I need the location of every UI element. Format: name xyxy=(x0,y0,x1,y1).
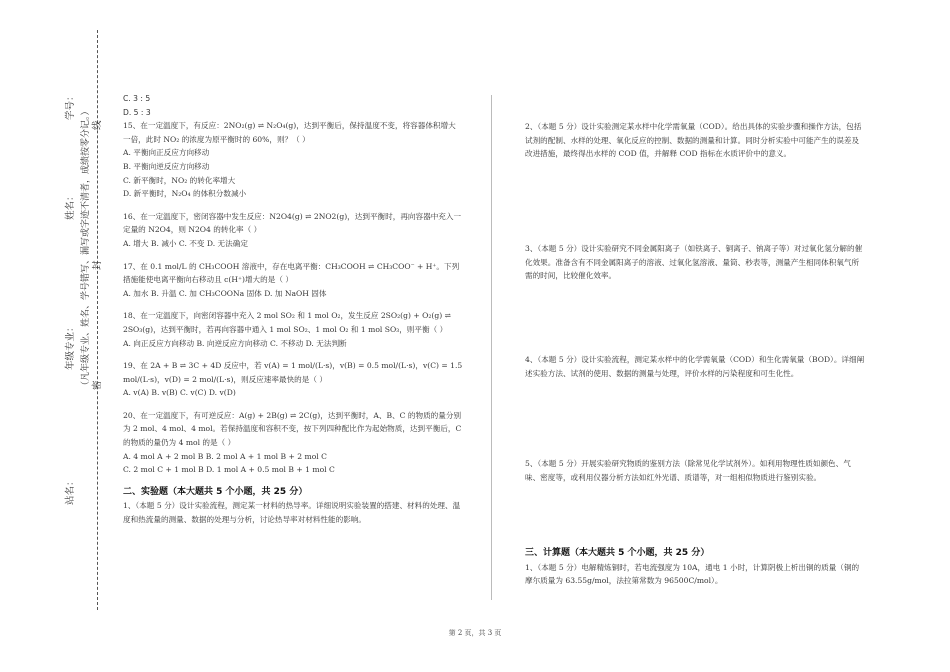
question-stem: 20、在一定温度下，有可逆反应：A(g) + 2B(g) ⇌ 2C(g)，达到平衡时，A、B、C 的物质的量分别为 2 mol、4 mol、4 mol。若保持温度和容积不变，按下列四种配比作为起始物质，达到平衡后，C 的物质的量仍为 4 mol 的是（ ） xyxy=(123,410,462,448)
option-c: C. 3 : 5 xyxy=(123,94,151,103)
options-line: A. 加水 B. 升温 C. 加 CH₃COONa 固体 D. 加 NaOH 固体 xyxy=(123,288,327,298)
question-stem: 16、在一定温度下，密闭容器中发生反应：N2O4(g) ⇌ 2NO2(g)，达到平衡时，再向容器中充入一定量的 N2O4，则 N2O4 的转化率（ ） xyxy=(123,211,462,235)
question-19 xyxy=(123,359,463,400)
question-17 xyxy=(123,260,463,301)
name-label: 姓名： xyxy=(65,191,76,220)
options-line: A. 向正反应方向移动 B. 向逆反应方向移动 C. 不移动 D. 无法判断 xyxy=(123,338,347,348)
experiment-2: 2、（本题 5 分）设计实验测定某水样中化学需氧量（COD）。给出具体的实验步骤和操作方法，包括试剂的配制、水样的处理、氧化反应的控制、数据的测量和计算。同时分析实验中可能产生的误差及改进措施，最终得出水样的 COD 值，并解释 COD 指标在水质评价中的意义。 xyxy=(525,122,862,159)
option: D. 新平衡时，N₂O₄ 的体积分数减小 xyxy=(123,189,247,199)
seal-line-mark: 封 xyxy=(92,260,103,270)
binding-dashed-line xyxy=(97,30,98,610)
experiment-4: 4、（本题 5 分）设计实验流程，测定某水样中的化学需氧量（COD）和生化需氧量（BOD）。详细阐述实验方法、试剂的使用、数据的测量与处理，评价水样的污染程度和可生化性。 xyxy=(525,355,865,378)
left-column xyxy=(123,92,463,527)
options-line: A. 4 mol A + 2 mol B B. 2 mol A + 1 mol B + 2 mol C xyxy=(123,451,327,461)
section-3-title: 三、计算题（本大题共 5 个小题，共 25 分） xyxy=(525,548,710,558)
seal-line-mark: 线 xyxy=(92,120,103,130)
student-id-label: 学号： xyxy=(65,91,76,120)
option: A. 平衡向正反应方向移动 xyxy=(123,148,210,158)
warning-text: （凡年级专业、姓名、学号错写、漏写或字迹不清者，成绩按零分记。） xyxy=(81,106,91,390)
options-line: C. 2 mol C + 1 mol B D. 1 mol A + 0.5 mol B + 1 mol C xyxy=(123,465,335,475)
column-divider xyxy=(491,95,492,600)
option: C. 新平衡时，NO₂ 的转化率增大 xyxy=(123,175,236,185)
options-line: A. 增大 B. 减小 C. 不变 D. 无法确定 xyxy=(123,238,248,248)
grade-major-label: 年级专业： xyxy=(65,322,76,370)
experiment-5: 5、（本题 5 分）开展实验研究物质的鉴别方法（除常见化学试剂外）。如利用物理性质如颜色、气味、密度等，或利用仪器分析方法如红外光谱、质谱等，对一组相似物质进行鉴别实验。 xyxy=(525,459,851,482)
options-line: A. v(A) B. v(B) C. v(C) D. v(D) xyxy=(123,388,236,398)
question-16 xyxy=(123,210,463,251)
page-footer: 第 2 页，共 3 页 xyxy=(448,629,502,637)
seal-line-mark: 密 xyxy=(92,380,103,390)
option-d: D. 5 : 3 xyxy=(123,107,151,117)
question-stem: 17、在 0.1 mol/L 的 CH₃COOH 溶液中，存在电离平衡：CH₃COOH ⇌ CH₃COO⁻ + H⁺。下列措施能使电离平衡向右移动且 c(H⁺)增大的是（ ） xyxy=(123,261,460,285)
option: B. 平衡向逆反应方向移动 xyxy=(123,161,210,171)
question-15 xyxy=(123,119,463,201)
question-stem: 18、在一定温度下，向密闭容器中充入 2 mol SO₂ 和 1 mol O₂，发生反应 2SO₂(g) + O₂(g) ⇌ 2SO₃(g)，达到平衡时，若再向容器中通入 1 mol SO₂、1 mol O₂ 和 1 mol SO₃，则平衡（ ） xyxy=(123,311,451,334)
experiment-1: 1、（本题 5 分）设计实验流程，测定某一材料的热导率。详细说明实验装置的搭建、材料的处理、温度和热流量的测量、数据的处理与分析，讨论热导率对材料性能的影响。 xyxy=(123,501,461,525)
question-stem: 19、在 2A + B ⇌ 3C + 4D 反应中，若 v(A) = 1 mol/(L·s)，v(B) = 0.5 mol/(L·s)，v(C) = 1.5 mol/(L·s)，v(D) = 2 mol/(L·s)，则反应速率最快的是（ ） xyxy=(123,361,463,384)
question-stem: 15、在一定温度下，有反应：2NO₂(g) ⇌ N₂O₄(g)，达到平衡后，保持温度不变，将容器体积增大一倍，此时 NO₂ 的浓度为原平衡时的 60%，则？（ ） xyxy=(123,121,456,144)
experiment-3: 3、（本题 5 分）设计实验研究不同金属阳离子（如铁离子、铜离子、钠离子等）对过氧化氢分解的催化效果。准备含有不同金属阳离子的溶液、过氧化氢溶液、量筒、秒表等，测量产生相同体积氧气所需的时间，比较催化效率。 xyxy=(525,244,863,281)
question-20 xyxy=(123,409,463,477)
section-2-title: 二、实验题（本大题共 5 个小题，共 25 分） xyxy=(123,486,308,497)
right-column xyxy=(525,120,865,588)
calculation-1: 1、（本题 5 分）电解精炼铜时，若电流强度为 10A，通电 1 小时，计算阴极上析出铜的质量（铜的摩尔质量为 63.55g/mol，法拉第常数为 96500C/mol）。 xyxy=(525,562,860,586)
site-label: 站名： xyxy=(65,476,76,505)
question-18 xyxy=(123,309,463,350)
